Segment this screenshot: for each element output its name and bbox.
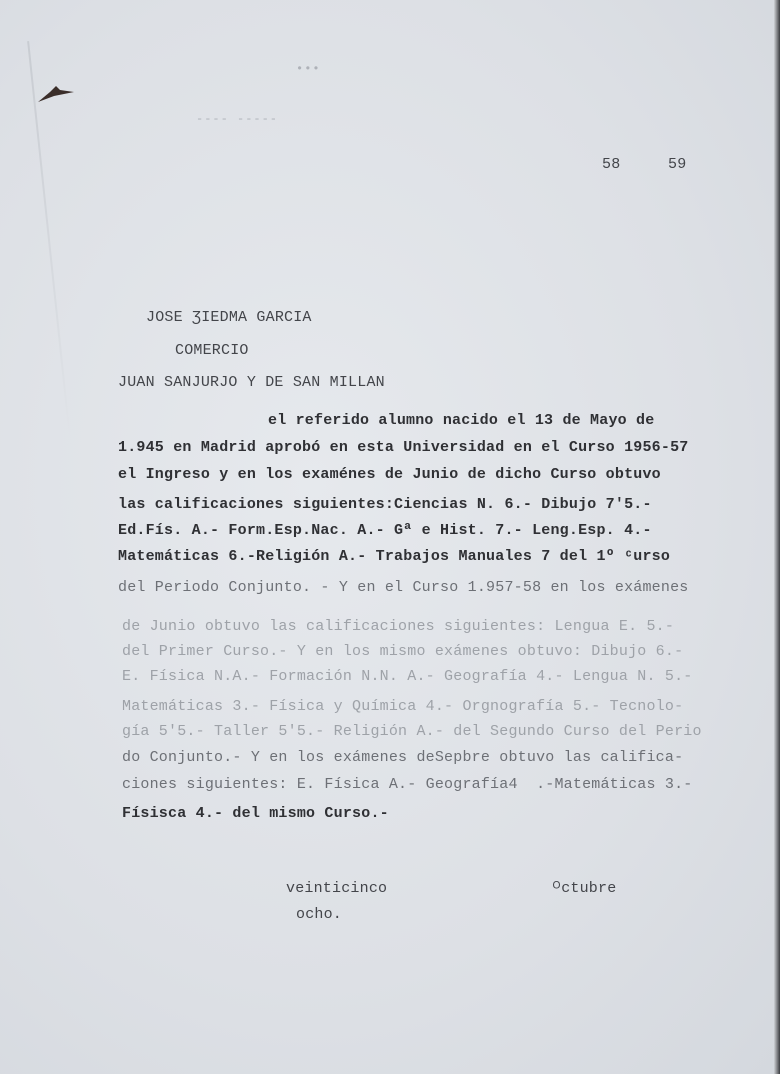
text-line: de Junio obtuvo las calificaciones siguientes: Lengua E. 5.- <box>122 618 675 635</box>
page-number: 59 <box>668 156 687 173</box>
page-number: 58 <box>602 156 621 173</box>
faint-header-mark: ••• <box>296 62 321 76</box>
page-edge-shadow <box>774 0 780 1074</box>
text-line: gía 5'5.- Taller 5'5.- Religión A.- del Segundo Curso del Perio <box>122 723 702 740</box>
text-line: del Periodo Conjunto. - Y en el Curso 1.957-58 en los exámenes <box>118 579 689 596</box>
text-line: del Primer Curso.- Y en los mismo exámenes obtuvo: Dibujo 6.- <box>122 643 684 660</box>
date-month-word: ᴼctubre <box>552 880 617 897</box>
study-field: COMERCIO <box>175 342 249 359</box>
text-line: las calificaciones siguientes:Ciencias N. 6.- Dibujo 7'5.- <box>118 496 652 513</box>
faint-header-line: ---- ----- <box>196 112 279 126</box>
text-line: Matemáticas 3.- Física y Química 4.- Orgnografía 5.- Tecnolo- <box>122 698 684 715</box>
text-line: Físisca 4.- del mismo Curso.- <box>122 805 389 822</box>
text-line: el referido alumno nacido el 13 de Mayo de <box>268 412 655 429</box>
student-name: JOSE ƷIEDMA GARCIA <box>146 309 312 326</box>
school-name: JUAN SANJURJO Y DE SAN MILLAN <box>118 374 385 391</box>
text-line: 1.945 en Madrid aprobó en esta Universidad en el Curso 1956-57 <box>118 439 689 456</box>
text-line: E. Física N.A.- Formación N.N. A.- Geografía 4.- Lengua N. 5.- <box>122 668 693 685</box>
text-line: Ed.Fís. A.- Form.Esp.Nac. A.- Gª e Hist. 7.- Leng.Esp. 4.- <box>118 522 652 539</box>
text-line: Matemáticas 6.-Religión A.- Trabajos Manuales 7 del 1º ᶜurso <box>118 548 671 565</box>
date-year-word: ocho. <box>296 906 343 923</box>
ink-mark-icon <box>36 80 76 106</box>
date-day-word: veinticinco <box>286 880 388 897</box>
text-line: ciones siguientes: E. Física A.- Geografía4 .-Matemáticas 3.- <box>122 776 693 793</box>
text-line: el Ingreso y en los examénes de Junio de dicho Curso obtuvo <box>118 466 661 483</box>
text-line: do Conjunto.- Y en los exámenes deSepbre obtuvo las califica- <box>122 749 684 766</box>
